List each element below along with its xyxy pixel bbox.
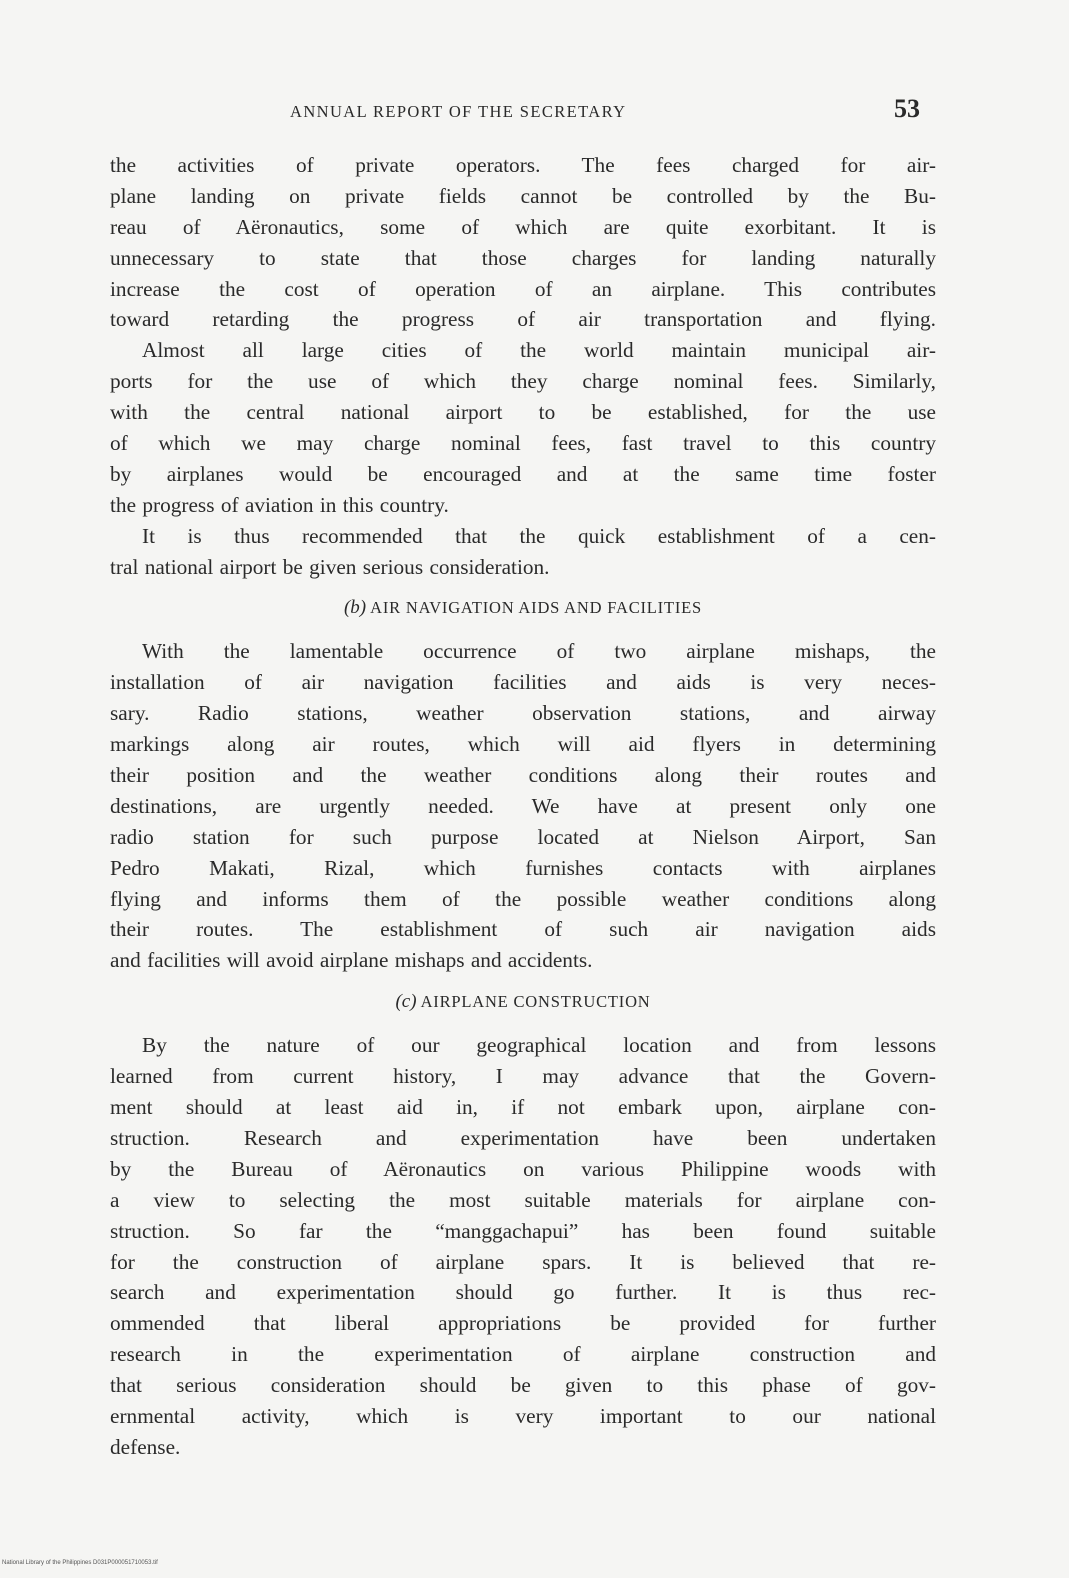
text-line: struction. Research and experimentation have been undertaken <box>110 1125 936 1150</box>
text-line: their position and the weather conditions along their routes and <box>110 763 936 788</box>
text-line: their routes. The establishment of such air navigation aids <box>110 917 936 942</box>
text-line: sary. Radio stations, weather observation stations, and airway <box>110 701 936 726</box>
text-line: Almost all large cities of the world maintain municipal air- <box>142 338 936 363</box>
text-line: learned from current history, I may advance that the Govern- <box>110 1064 936 1089</box>
paragraph-recommendation <box>110 521 936 583</box>
text-line: installation of air navigation facilities and aids is very neces- <box>110 670 936 695</box>
text-line: plane landing on private fields cannot be controlled by the Bu- <box>110 183 936 208</box>
text-line: increase the cost of operation of an airplane. This contributes <box>110 276 936 301</box>
text-line: of which we may charge nominal fees, fast travel to this country <box>110 431 936 456</box>
text-line: It is thus recommended that the quick establishment of a cen- <box>142 523 936 548</box>
section-heading-c <box>110 990 936 1014</box>
text-line: radio station for such purpose located at Nielson Airport, San <box>110 824 936 849</box>
section-heading-b <box>110 596 936 620</box>
text-line: With the lamentable occurrence of two airplane mishaps, the <box>142 639 936 664</box>
text-line: struction. So far the “manggachapui” has been found suitable <box>110 1218 936 1243</box>
section-letter: (b) <box>343 597 367 619</box>
text-line: ernmental activity, which is very important to our national <box>110 1403 936 1428</box>
text-line: the progress of aviation in this country. <box>110 492 449 517</box>
text-line: defense. <box>110 1434 181 1459</box>
section-title: AIRPLANE CONSTRUCTION <box>420 992 651 1012</box>
text-line: unnecessary to state that those charges for landing naturally <box>110 245 936 270</box>
page-number: 53 <box>894 94 920 123</box>
text-line: Pedro Makati, Rizal, which furnishes contacts with airplanes <box>110 855 936 880</box>
section-title: AIR NAVIGATION AIDS AND FACILITIES <box>370 598 702 618</box>
paragraph-air-navigation <box>110 636 936 976</box>
text-line: toward retarding the progress of air transportation and flying. <box>110 307 936 332</box>
text-line: with the central national airport to be established, for the use <box>110 400 936 425</box>
paragraph-municipal-airports <box>110 335 936 520</box>
text-line: by airplanes would be encouraged and at the same time foster <box>110 461 936 486</box>
running-title: ANNUAL REPORT OF THE SECRETARY <box>290 102 627 121</box>
text-line: flying and informs them of the possible weather conditions along <box>110 886 936 911</box>
text-line: and facilities will avoid airplane mishaps and accidents. <box>110 948 593 973</box>
text-line: tral national airport be given serious consideration. <box>110 554 550 579</box>
section-letter: (c) <box>395 991 417 1013</box>
text-line: by the Bureau of Aëronautics on various Philippine woods with <box>110 1156 936 1181</box>
text-line: that serious consideration should be given to this phase of gov- <box>110 1373 936 1398</box>
text-line: research in the experimentation of airplane construction and <box>110 1342 936 1367</box>
text-line: for the construction of airplane spars. It is believed that re- <box>110 1249 936 1274</box>
text-line: destinations, are urgently needed. We have at present only one <box>110 793 936 818</box>
paragraph-airplane-construction <box>110 1030 936 1462</box>
text-line: search and experimentation should go further. It is thus rec- <box>110 1280 936 1305</box>
body-text <box>110 150 936 1463</box>
text-line: ommended that liberal appropriations be provided for further <box>110 1311 936 1336</box>
text-line: markings along air routes, which will aid flyers in determining <box>110 732 936 757</box>
running-head <box>0 96 1069 126</box>
text-line: a view to selecting the most suitable materials for airplane con- <box>110 1187 936 1212</box>
paragraph-operators-fees <box>110 150 936 335</box>
text-line: By the nature of our geographical location and from lessons <box>142 1033 936 1058</box>
scan-footer-note: National Library of the Philippines D031P000051710053.tif <box>2 1560 158 1566</box>
text-line: ment should at least aid in, if not embark upon, airplane con- <box>110 1095 936 1120</box>
text-line: reau of Aëronautics, some of which are quite exorbitant. It is <box>110 214 936 239</box>
text-line: the activities of private operators. The fees charged for air- <box>110 153 936 177</box>
text-line: ports for the use of which they charge nominal fees. Similarly, <box>110 369 936 394</box>
